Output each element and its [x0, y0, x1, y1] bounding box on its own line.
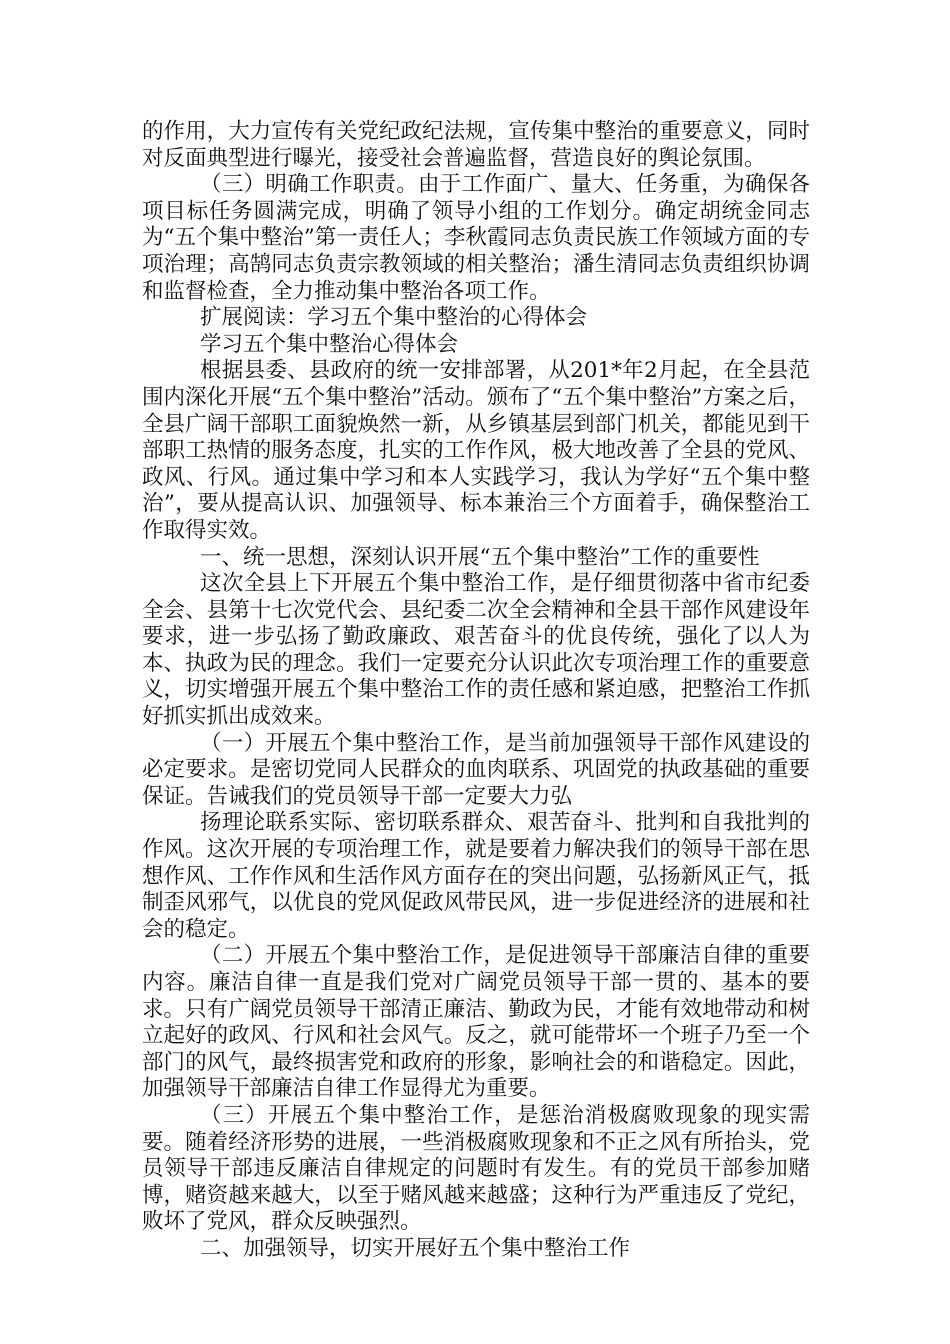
paragraph-continuation: 的作用，大力宣传有关党纪政纪法规，宣传集中整治的重要意义，同时对反面典型进行曝光，接受社会普遍监督，营造良好的舆论氛围。 — [142, 119, 810, 171]
paragraph-point-one-continued: 扬理论联系实际、密切联系群众、艰苦奋斗、批判和自我批判的作风。这次开展的专项治理工作，就是要着力解决我们的领导干部在思想作风、工作作风和生活作风方面存在的突出问题，弘扬新风正气，抵制歪风邪气，以优良的党风促政风带民风，进一步促进经济的进展和社会的稳定。 — [142, 810, 810, 942]
heading-part-two: 二、加强领导，切实开展好五个集中整治工作 — [200, 1235, 631, 1261]
paragraph-intro: 根据县委、县政府的统一安排部署，从201*年2月起，在全县范围内深化开展“五个集中整治”活动。颁布了“五个集中整治”方案之后，全县广阔干部职工面貌焕然一新，从乡镇基层到部门机关，都能见到干部职工热情的服务态度，扎实的工作作风，极大地改善了全县的党风、政风、行风。通过集中学习和本人实践学习，我认为学好“五个集中整治”，要从提高认识、加强领导、标本兼治三个方面着手，确保整治工作取得实效。 — [142, 358, 810, 543]
paragraph-section-three-duties: （三）明确工作职责。由于工作面广、量大、任务重，为确保各项目标任务圆满完成，明确了领导小组的工作划分。确定胡统金同志为“五个集中整治”第一责任人；李秋霞同志负责民族工作领域方面的专项治理；高鹄同志负责宗教领域的相关整治；潘生清同志负责组织协调和监督检查，全力推动集中整治各项工作。 — [142, 172, 810, 304]
article-title: 学习五个集中整治心得体会 — [200, 331, 459, 357]
document-page — [142, 119, 810, 1263]
paragraph-point-one: （一）开展五个集中整治工作，是当前加强领导干部作风建设的必定要求。是密切党同人民群众的血肉联系、巩固党的执政基础的重要保证。告诫我们的党员领导干部一定要大力弘 — [142, 730, 810, 809]
paragraph-part-one-body: 这次全县上下开展五个集中整治工作，是仔细贯彻落中省市纪委全会、县第十七次党代会、县纪委二次全会精神和全县干部作风建设年要求，进一步弘扬了勤政廉政、艰苦奋斗的优良传统，强化了以人为本、执政为民的理念。我们一定要充分认识此次专项治理工作的重要意义，切实增强开展五个集中整治工作的责任感和紧迫感，把整治工作抓好抓实抓出成效来。 — [142, 571, 810, 730]
paragraph-point-three: （三）开展五个集中整治工作，是惩治消极腐败现象的现实需要。随着经济形势的进展，一些消极腐败现象和不正之风有所抬头，党员领导干部违反廉洁自律规定的问题时有发生。有的党员干部参加赌博，赌资越来越大，以至于赌风越来越盛；这种行为严重违反了党纪，败坏了党风，群众反映强烈。 — [142, 1102, 810, 1235]
paragraph-point-two: （二）开展五个集中整治工作，是促进领导干部廉洁自律的重要内容。廉洁自律一直是我们党对广阔党员领导干部一贯的、基本的要求。只有广阔党员领导干部清正廉洁、勤政为民，才能有效地带动和树立起好的政风、行风和社会风气。反之，就可能带坏一个班子乃至一个部门的风气，最终损害党和政府的形象，影响社会的和谐稳定。因此，加强领导干部廉洁自律工作显得尤为重要。 — [142, 943, 810, 1102]
extended-reading-heading: 扩展阅读：学习五个集中整治的心得体会 — [200, 305, 588, 331]
heading-part-one: 一、统一思想，深刻认识开展“五个集中整治”工作的重要性 — [200, 544, 760, 570]
